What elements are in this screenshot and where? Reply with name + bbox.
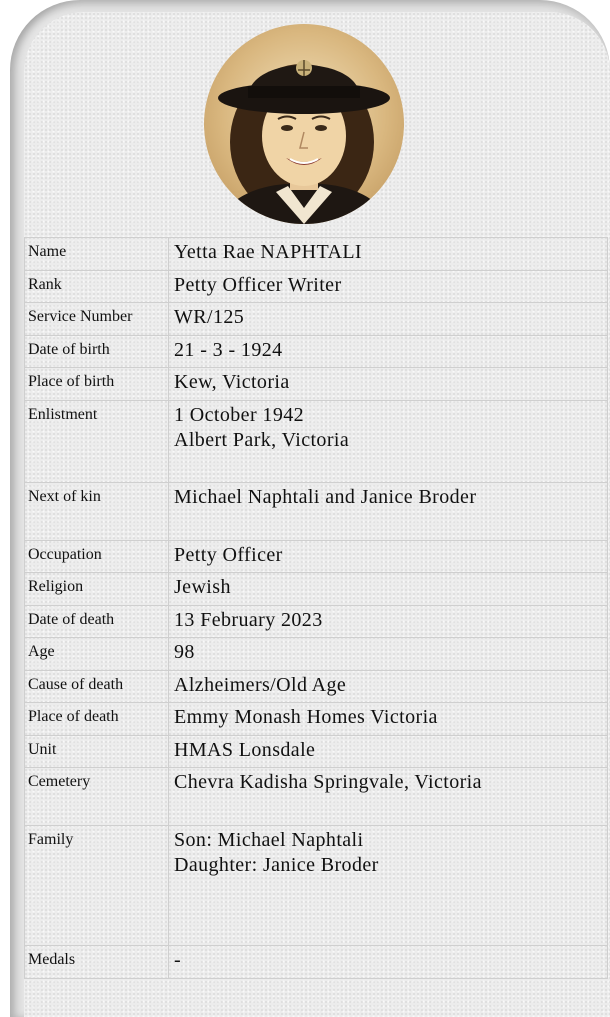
field-value: Petty Officer xyxy=(169,541,608,573)
field-value: 21 - 3 - 1924 xyxy=(169,336,608,368)
field-label: Next of kin xyxy=(25,483,169,541)
field-label: Rank xyxy=(25,271,169,303)
field-label: Religion xyxy=(25,573,169,606)
record-row xyxy=(25,638,608,671)
record-row xyxy=(25,303,608,336)
field-label: Service Number xyxy=(25,303,169,336)
record-row xyxy=(25,671,608,703)
field-value: 1 October 1942 Albert Park, Victoria xyxy=(169,401,608,483)
field-value: Son: Michael Naphtali Daughter: Janice Broder xyxy=(169,826,608,946)
field-value: Yetta Rae NAPHTALI xyxy=(169,238,608,271)
field-value: - xyxy=(169,946,608,979)
field-value: WR/125 xyxy=(169,303,608,336)
field-value: HMAS Lonsdale xyxy=(169,736,608,768)
field-value: Michael Naphtali and Janice Broder xyxy=(169,483,608,541)
field-value: Alzheimers/Old Age xyxy=(169,671,608,703)
field-label: Place of birth xyxy=(25,368,169,401)
portrait-illustration xyxy=(204,24,404,224)
field-label: Unit xyxy=(25,736,169,768)
record-row xyxy=(25,483,608,541)
field-value: Petty Officer Writer xyxy=(169,271,608,303)
record-row xyxy=(25,573,608,606)
record-row xyxy=(25,946,608,979)
field-value: 13 February 2023 xyxy=(169,606,608,638)
record-row xyxy=(25,736,608,768)
record-row xyxy=(25,401,608,483)
field-label: Enlistment xyxy=(25,401,169,483)
field-label: Date of birth xyxy=(25,336,169,368)
field-label: Medals xyxy=(25,946,169,979)
record-row xyxy=(25,368,608,401)
field-label: Occupation xyxy=(25,541,169,573)
record-row xyxy=(25,826,608,946)
record-row xyxy=(25,606,608,638)
field-label: Age xyxy=(25,638,169,671)
record-row xyxy=(25,336,608,368)
field-label: Name xyxy=(25,238,169,271)
field-value: Kew, Victoria xyxy=(169,368,608,401)
portrait-photo xyxy=(204,24,404,224)
field-label: Place of death xyxy=(25,703,169,736)
field-label: Cemetery xyxy=(25,768,169,826)
record-row xyxy=(25,271,608,303)
field-value: Jewish xyxy=(169,573,608,606)
field-label: Cause of death xyxy=(25,671,169,703)
record-row xyxy=(25,238,608,271)
field-value: Emmy Monash Homes Victoria xyxy=(169,703,608,736)
record-row xyxy=(25,768,608,826)
field-label: Family xyxy=(25,826,169,946)
record-row xyxy=(25,541,608,573)
service-record-table xyxy=(24,237,608,979)
field-value: 98 xyxy=(169,638,608,671)
record-row xyxy=(25,703,608,736)
field-label: Date of death xyxy=(25,606,169,638)
field-value: Chevra Kadisha Springvale, Victoria xyxy=(169,768,608,826)
